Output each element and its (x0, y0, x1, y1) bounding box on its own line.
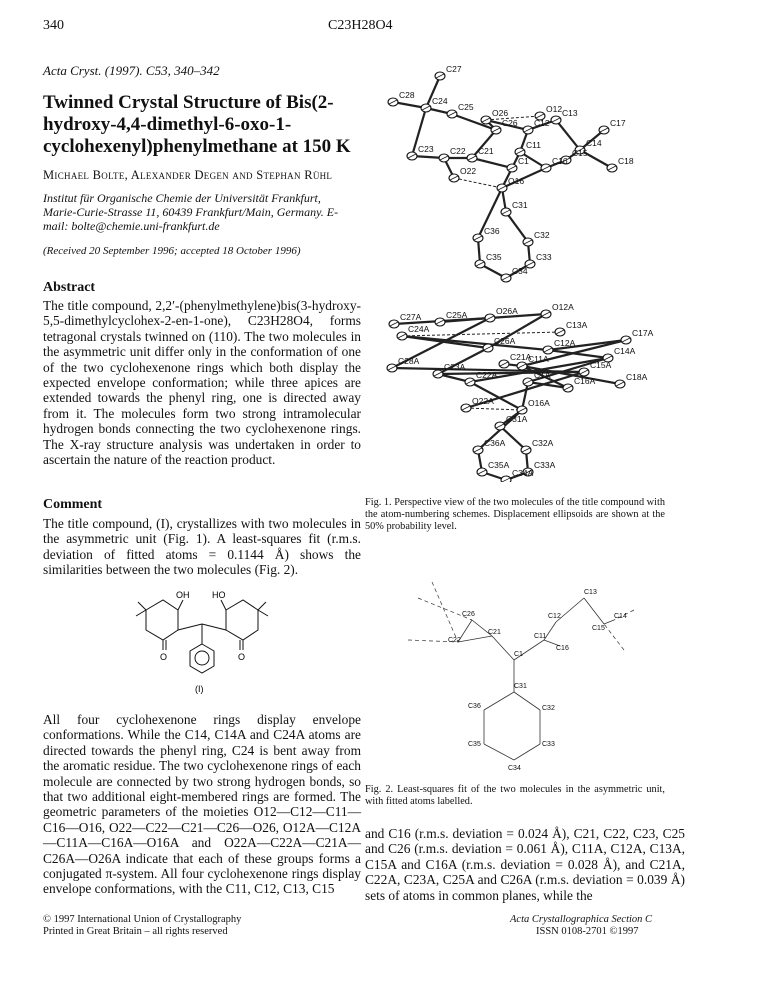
fig1-top-atom-label: C31 (512, 200, 528, 210)
fig1-top-atom-label: C35 (486, 252, 502, 262)
fig2-bond (604, 620, 614, 624)
fig1-bottom-hbond (466, 408, 522, 410)
fig1-top-atom-label: C36 (484, 226, 500, 236)
scheme-oh: OH (176, 590, 190, 600)
fig2-atom-label: C12 (548, 613, 561, 620)
fig1-top-atom-label: C26 (502, 118, 518, 128)
comment-paragraph-3: and C16 (r.m.s. deviation = 0.024 Å), C21, C22, C23, C25 and C26 (r.m.s. deviation = 0.061 Å), C11A, C12A, C13A, C15A and C16A (r.m.s. deviation = 0.028 Å), and C21A, C22A, C23A, C25A and C26A (r.m.s. deviation = 0.039 Å) sets of atoms in common planes, while the (365, 826, 685, 903)
fig1-bottom-atom-label: C31A (506, 414, 528, 424)
fig2-bond (514, 692, 540, 710)
fig2-bond (484, 744, 514, 760)
fig1-top-atom-label: C16 (552, 156, 568, 166)
fig1-top-atom-label: C27 (446, 64, 462, 74)
abstract-heading: Abstract (43, 280, 96, 295)
fig1-top-atom-label: C22 (450, 146, 466, 156)
footer-copyright: © 1997 International Union of Crystallography (43, 914, 242, 925)
fig1-bottom-atom-label: O22A (472, 396, 494, 406)
running-formula: C23H28O4 (328, 18, 393, 33)
footer-printed: Printed in Great Britain – all rights reserved (43, 926, 228, 937)
fig1-bottom-atom-label: C22A (476, 370, 498, 380)
abstract-text: The title compound, 2,2′-(phenylmethylene)bis(3-hydroxy-5,5-dimethylcyclohex-2-en-1-one), C23H28O4, forms tetragonal crystals twinned on (110). The two molecules in the asymmetric unit differ only in the conformation of one of the two cyclohexenone rings which both display the expected envelope conformation; while three apices are extended towards the phenyl ring, one is directed away from it. The molecules form two strong intramolecular hydrogen bonds connecting the two cyclohexenone rings. The X-ray structure analysis was undertaken in order to ascertain the nature of the reaction product. (43, 298, 361, 468)
fig1-bottom-atom-label: C16A (574, 376, 596, 386)
fig2-bond (484, 692, 514, 710)
received-dates: (Received 20 September 1996; accepted 18 October 1996) (43, 245, 301, 257)
figure-2-overlay (388, 580, 658, 775)
fig2-atom-label: C21 (488, 629, 501, 636)
fig2-bond (584, 598, 604, 624)
fig2-atom-label: C13 (584, 589, 597, 596)
fig2-atom-label: C32 (542, 705, 555, 712)
fig1-bottom-atom-label: C15A (590, 360, 612, 370)
fig1-top-atom-label: C32 (534, 230, 550, 240)
fig1-bottom-atom-label: C18A (626, 372, 648, 382)
fig1-bottom-atom-label: C34A (512, 468, 534, 478)
fig1-bottom-atom-ellipsoid (501, 476, 511, 482)
figure-1-top-molecule (368, 64, 658, 284)
fig1-bottom-atom-label: C11A (528, 354, 549, 364)
fig2-atom-label: C14 (614, 613, 627, 620)
fig1-top-atom-label: C1 (518, 156, 529, 166)
comment-paragraph-1: The title compound, (I), crystallizes with two molecules in the asymmetric unit (Fig. 1). A least-squares fit (r.m.s. deviation of fitted atoms = 0.1144 Å) shows the similarities between the two molecules (Fig. 2). (43, 516, 361, 578)
fig2-bond (514, 744, 540, 760)
figure-1-caption: Fig. 1. Perspective view of the two molecules of the title compound with the atom-numbering schemes. Displacement ellipsoids are shown at the 50% probability level. (365, 497, 665, 532)
fig1-bottom-atom-label: C24A (408, 324, 430, 334)
scheme-label: (I) (195, 684, 204, 694)
fig1-top-atom-label: O22 (460, 166, 477, 176)
fig1-top-atom-label: C12 (534, 118, 550, 128)
fig1-bottom-atom-label: O16A (528, 398, 550, 408)
fig1-bottom-atom-label: C23A (444, 362, 466, 372)
fig1-top-atom-label: C13 (562, 108, 578, 118)
authors: Michael Bolte, Alexander Degen and Stephan Rühl (43, 168, 333, 182)
scheme-o-left: O (160, 652, 168, 662)
fig1-top-atom-label: C23 (418, 144, 434, 154)
fig2-atom-label: C22 (448, 637, 461, 644)
fig1-top-atom-label: C21 (478, 146, 494, 156)
fig2-atom-label: C15 (592, 625, 605, 632)
fig2-atom-label: C26 (462, 611, 475, 618)
fig1-bottom-atom-label: C28A (398, 356, 420, 366)
fig1-bottom-atom-label: C17A (632, 328, 654, 338)
chemical-scheme (128, 588, 298, 708)
fig2-atom-label: C16 (556, 645, 569, 652)
fig1-top-atom-label: C34 (512, 266, 528, 276)
citation: Acta Cryst. (1997). C53, 340–342 (43, 63, 220, 78)
footer-journal: Acta Crystallographica Section C (510, 914, 653, 925)
article-title: Twinned Crystal Structure of Bis(2-hydroxy-4,4-dimethyl-6-oxo-1-cyclohexenyl)phenylmethane at 150 K (43, 92, 351, 157)
fig1-top-atom-label: C24 (432, 96, 448, 106)
fig2-overlay-line (604, 624, 624, 650)
fig1-top-atom-label: C17 (610, 118, 626, 128)
fig1-bottom-atom-label: C32A (532, 438, 554, 448)
fig2-atom-label: C33 (542, 741, 555, 748)
institution: Institut für Organische Chemie der Universität Frankfurt, Marie-Curie-Strasse 11, 60439 Frankfurt/Main, Germany. E-mail: bolte@chemie.uni-frankfurt.de (43, 191, 339, 233)
fig1-top-bond (472, 158, 512, 168)
fig1-top-atom-label: C14 (586, 138, 602, 148)
fig1-bottom-atom-label: C36A (484, 438, 506, 448)
fig1-bottom-atom-label: O26A (496, 306, 518, 316)
fig1-bottom-atom-label: O12A (552, 302, 574, 312)
fig2-atom-label: C31 (514, 683, 527, 690)
figure-1-bottom-molecule (368, 302, 658, 482)
figure-2-caption: Fig. 2. Least-squares fit of the two molecules in the asymmetric unit, with fitted atoms labelled. (365, 784, 665, 807)
fig1-top-atom-label: C11 (526, 140, 541, 150)
fig1-top-atom-label: O12 (546, 104, 563, 114)
fig1-top-atom-label: C18 (618, 156, 634, 166)
fig1-bottom-atom-label: C27A (400, 312, 422, 322)
fig1-top-atom-label: C15 (572, 148, 588, 158)
fig2-atom-label: C1 (514, 651, 523, 658)
fig1-bottom-atom-label: C26A (494, 336, 516, 346)
fig1-bottom-atom-label: C21A (510, 352, 532, 362)
fig1-bottom-atom-label: C13A (566, 320, 588, 330)
fig1-top-atom-label: C28 (399, 90, 415, 100)
fig2-overlay-line (432, 582, 458, 642)
fig2-atom-label: C11 (534, 633, 547, 640)
fig1-bottom-atom-label: C1A (534, 370, 551, 380)
scheme-o-right: O (238, 652, 246, 662)
fig1-top-atom-label: C25 (458, 102, 474, 112)
fig1-bottom-atom-label: C12A (554, 338, 576, 348)
page-number: 340 (43, 18, 64, 33)
scheme-ho: HO (212, 590, 226, 600)
fig1-bottom-atom-label: C14A (614, 346, 636, 356)
fig1-top-hbond (454, 178, 502, 188)
fig1-bottom-atom-label: C25A (446, 310, 468, 320)
fig1-top-atom-label: C33 (536, 252, 552, 262)
fig2-atom-label: C36 (468, 703, 481, 710)
fig2-atom-label: C35 (468, 741, 481, 748)
fig1-top-bond (556, 120, 580, 150)
fig1-bottom-atom-label: C35A (488, 460, 510, 470)
footer-issn: ISSN 0108-2701 ©1997 (536, 926, 639, 937)
fig2-bond (458, 636, 492, 642)
fig1-top-atom-label: O16 (508, 176, 525, 186)
fig1-bottom-atom-label: C33A (534, 460, 556, 470)
fig1-top-atom-label: O26 (492, 108, 509, 118)
fig2-atom-label: C34 (508, 765, 521, 772)
fig1-top-bond (506, 212, 528, 242)
comment-heading: Comment (43, 497, 103, 512)
fig2-bond (492, 636, 514, 660)
comment-paragraph-2: All four cyclohexenone rings display envelope conformations. While the C14, C14A and C24A atoms are directed towards the phenyl ring, C24 is bent away from the aromatic residue. The two cyclohexenone rings of each molecule are connected by two strong hydrogen bonds, so that two additional eight-membered rings are formed. The geometric parameters of the moieties O12—C12—C11—C16—O16, O22—C22—C21—C26—O26, O12A—C12A—C11A—C16A—O16A and O22A—C22A—C21A—C26A—O26A indicate that each of these groups forms a conjugated π-system. All four cyclohexenone rings display envelope conformations, with the C11, C12, C13, C15 (43, 712, 361, 897)
